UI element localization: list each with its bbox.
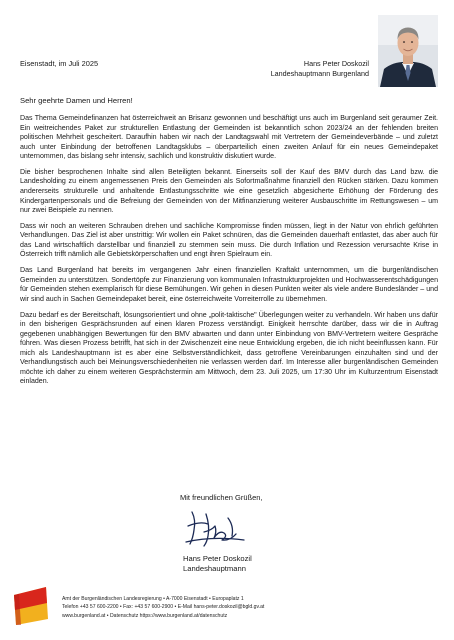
- paragraph: Die bisher besprochenen Inhalte sind allen Beteiligten bekannt. Einerseits soll der Kauf des BMV durch das Land bzw. die Landesholding zu einem angemessenen Preis den Gemeinden als Sofortmaßnahme finanziell den Rücken stärken. Dazu kommen andererseits strukturelle und anhaltende Entlastungsschritte wie eine gesetzlich abgesicherte Erhöhung der Förderung des Kindergartenpersonals und die Befreiung der Gemeinden von der Mitfinanzierung weiterer Ausbauschritte im Rettungswesen – um nur zwei Beispiele zu nennen.: [20, 168, 438, 215]
- letter-footer: [62, 595, 264, 620]
- signer-title: Landeshauptmann: [183, 564, 246, 573]
- footer-address: Amt der Burgenländischen Landesregierung • A-7000 Eisenstadt • Europaplatz 1: [62, 596, 244, 602]
- sender-name: Hans Peter Doskozil: [303, 59, 369, 68]
- closing-phrase: Mit freundlichen Grüßen,: [180, 493, 263, 502]
- paragraph: Dass wir noch an weiteren Schrauben drehen und sachliche Kompromisse finden müssen, liegt in der Natur von ehrlich geführten Verhandlungen. Das Ziel ist aber unstrittig: Wir wollen ein Paket schnüren, das die Gemeinden dauerhaft entlastet, das aber auch für das Land wirtschaftlich darstellbar und finanziell zu stemmen sein muss. Die durch Inflation und Rezession verursachte Krise in Österreich trifft nämlich alle Gebietskörperschaften und engt ihren Spielraum ein.: [20, 222, 438, 259]
- letter-body: [20, 114, 438, 393]
- footer-contact: Telefon +43 57 600-2200 • Fax: +43 57 600-2900 • E-Mail hans-peter.doskozil@bgld.gv.at: [62, 604, 265, 611]
- signature-icon: [184, 506, 254, 550]
- signer-name: Hans Peter Doskozil: [183, 554, 252, 563]
- sender-title: Landeshauptmann Burgenland: [270, 69, 369, 78]
- salutation: Sehr geehrte Damen und Herren!: [20, 96, 133, 105]
- signer-block: [183, 554, 252, 574]
- portrait-photo: [378, 15, 438, 87]
- place-date: Eisenstadt, im Juli 2025: [20, 59, 99, 68]
- paragraph: Das Land Burgenland hat bereits im vergangenen Jahr einen finanziellen Kraftakt unternommen, um die burgenländischen Gemeinden zu unterstützen. Sondertöpfe zur Finanzierung von kommunalen Infrastrukturprojekten und Hochwasserentschädigungen für Gemeinden stehen exemplarisch für diese Bemühungen. Wir gehen in diesen Punkten weiter als viele andere Bundesländer – und wir sind auch in Sachen Gemeindepaket bereit, eine österreichweite Vorreiterrolle zu übernehmen.: [20, 267, 438, 303]
- paragraph: Dazu bedarf es der Bereitschaft, lösungsorientiert und ohne „polit-taktische" Überlegungen weiter zu verhandeln. Wir haben uns dafür in den bisherigen Gesprächsrunden auf einen klaren Prozess verständigt. Einigkeit herrschte darüber, dass wir die in Auftrag gegebenen unabhängigen Bewertungen für den BMV abwarten und dann unter Einbindung von BMV-Vertretern weitere Gespräche führen. Was diesen Prozess betrifft, hat sich in der Zwischenzeit eine neue Entwicklung ergeben, die ich nicht beeinflussen kann. Für mich als Landeshauptmann ist es aber eine Selbstverständlichkeit, dass getroffene Vereinbarungen einzuhalten sind und der Verhandlungstisch auch bei Meinungsverschiedenheiten nie verlassen werden darf. Im Interesse aller burgenländischen Gemeinden möchte ich daher zu einem weiteren Gesprächstermin am Mittwoch, dem 23. Juli 2025, um 17:30 Uhr im Kulturzentrum Eisenstadt einladen.: [20, 311, 438, 386]
- portrait-icon: [378, 15, 438, 87]
- sender-block: [271, 59, 369, 79]
- footer-web: www.burgenland.at • Datenschutz https://www.burgenland.at/datenschutz: [62, 612, 228, 619]
- burgenland-flag-icon: [12, 585, 50, 627]
- paragraph: Das Thema Gemeindefinanzen hat österreichweit an Brisanz gewonnen und beschäftigt uns auch im Burgenland seit geraumer Zeit. Ein weitreichendes Paket zur strukturellen Entlastung der Gemeinden ist bekanntlich schon 2023/24 an der fehlenden breiten politischen Mehrheit gescheitert. Daraufhin haben wir nach der Landtagswahl mit Vertretern der Gemeindeverbände – und zuletzt auch unter Einbindung der betroffenen Landtagsklubs – überparteilich einen zweiten Anlauf für ein neues Gemeindepaket unternommen, das bislang sehr intensiv, sachlich und konstruktiv diskutiert wurde.: [20, 115, 438, 161]
